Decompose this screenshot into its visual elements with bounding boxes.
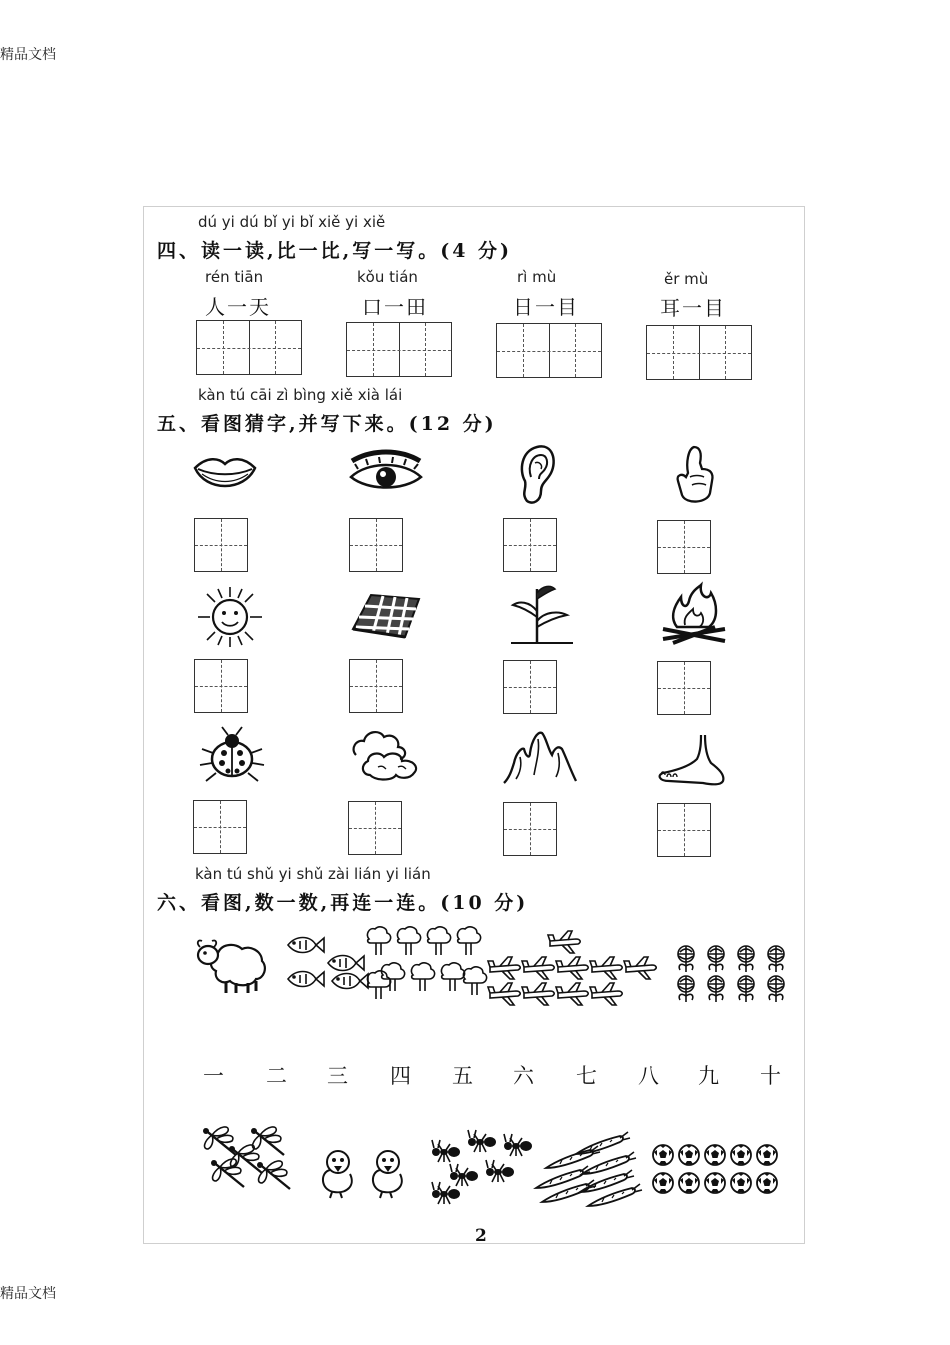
ant-icon xyxy=(468,1130,496,1152)
writing-box-pair-1[interactable] xyxy=(196,320,302,375)
ball-icon xyxy=(679,1145,699,1165)
bug-icon xyxy=(196,723,266,785)
tree-icon xyxy=(441,963,464,991)
fish-icon xyxy=(288,972,324,987)
flower-icon xyxy=(678,946,694,972)
ball-icon xyxy=(731,1173,751,1193)
hand-icon xyxy=(672,443,718,507)
writing-box-field[interactable] xyxy=(349,659,403,713)
bird-group[interactable] xyxy=(316,1148,408,1200)
airplane-group[interactable] xyxy=(488,929,668,1005)
ball-icon xyxy=(705,1173,725,1193)
pair-chars-2: 口一田 xyxy=(362,295,428,319)
foot-icon xyxy=(653,731,733,787)
ball-icon xyxy=(757,1173,777,1193)
numeral-10[interactable]: 十 xyxy=(760,1064,781,1088)
writing-box-ear[interactable] xyxy=(503,518,557,572)
section6-heading: 六、看图,数一数,再连一连。(10 分) xyxy=(157,892,529,914)
writing-box-sun[interactable] xyxy=(194,659,248,713)
airplane-icon xyxy=(556,957,588,979)
flower-icon xyxy=(708,946,724,972)
numeral-8[interactable]: 八 xyxy=(638,1064,659,1088)
eye-icon xyxy=(348,447,424,497)
fish-icon xyxy=(332,974,368,989)
flower-icon xyxy=(738,946,754,972)
pair-chars-1: 人一天 xyxy=(205,295,271,319)
watermark-bottom: 精品文档 xyxy=(0,1286,56,1302)
tree-icon xyxy=(367,971,390,999)
flower-icon xyxy=(738,976,754,1002)
section4-heading: 四、读一读,比一比,写一写。(4 分) xyxy=(157,240,513,262)
bird-icon xyxy=(323,1151,352,1198)
writing-box-eye[interactable] xyxy=(349,518,403,572)
airplane-icon xyxy=(488,983,520,1005)
writing-box-pair-2[interactable] xyxy=(346,322,452,377)
sun-icon xyxy=(196,585,264,649)
flower-icon xyxy=(768,946,784,972)
writing-box-hand[interactable] xyxy=(657,520,711,574)
field-icon xyxy=(349,585,421,643)
fish-icon xyxy=(288,938,324,953)
numeral-2[interactable]: 二 xyxy=(266,1064,287,1088)
ball-icon xyxy=(731,1145,751,1165)
page-number: 2 xyxy=(475,1226,487,1246)
ant-icon xyxy=(504,1134,532,1156)
airplane-icon xyxy=(488,957,520,979)
section5-pinyin: kàn tú cāi zì bìng xiě xià lái xyxy=(198,386,403,404)
ant-group[interactable] xyxy=(430,1128,534,1202)
numeral-5[interactable]: 五 xyxy=(452,1064,473,1088)
airplane-icon xyxy=(522,957,554,979)
writing-box-foot[interactable] xyxy=(657,803,711,857)
writing-box-grain[interactable] xyxy=(503,660,557,714)
writing-box-pair-4[interactable] xyxy=(646,325,752,380)
watermark-top: 精品文档 xyxy=(0,47,56,63)
sheep-icon xyxy=(198,940,265,993)
flower-icon xyxy=(678,976,694,1002)
mouth-icon xyxy=(192,452,258,498)
flower-icon xyxy=(768,976,784,1002)
numeral-4[interactable]: 四 xyxy=(390,1064,411,1088)
tree-icon xyxy=(397,927,420,955)
dragonfly-icon xyxy=(211,1159,244,1187)
numeral-3[interactable]: 三 xyxy=(327,1064,348,1088)
fire-icon xyxy=(659,583,729,647)
numeral-9[interactable]: 九 xyxy=(698,1064,719,1088)
airplane-icon xyxy=(624,957,656,979)
pair-chars-3: 日一目 xyxy=(513,295,579,319)
dragonfly-icon xyxy=(257,1161,290,1189)
section5-heading: 五、看图猜字,并写下来。(12 分) xyxy=(157,413,497,435)
ball-icon xyxy=(679,1173,699,1193)
airplane-icon xyxy=(548,931,580,953)
flower-icon xyxy=(708,976,724,1002)
writing-box-fire[interactable] xyxy=(657,661,711,715)
grain-icon xyxy=(507,581,575,647)
tree-icon xyxy=(367,927,390,955)
writing-box-cloud[interactable] xyxy=(348,801,402,855)
fish-icon xyxy=(328,956,364,971)
cloud-icon xyxy=(348,725,424,783)
writing-box-bug[interactable] xyxy=(193,800,247,854)
flower-group[interactable] xyxy=(674,944,794,1008)
mountain-icon xyxy=(500,729,580,785)
pair-pinyin-2: kǒu tián xyxy=(357,268,418,286)
fish-group[interactable] xyxy=(286,935,366,995)
carrot-group[interactable] xyxy=(534,1132,644,1202)
airplane-icon xyxy=(590,957,622,979)
tree-group[interactable] xyxy=(365,925,489,1001)
bird-icon xyxy=(373,1151,402,1198)
pair-pinyin-1: rén tiān xyxy=(205,268,264,286)
ball-icon xyxy=(653,1145,673,1165)
tree-icon xyxy=(457,927,480,955)
numeral-1[interactable]: 一 xyxy=(203,1064,224,1088)
ant-icon xyxy=(432,1140,460,1162)
ear-icon xyxy=(517,443,559,507)
airplane-icon xyxy=(556,983,588,1005)
section6-pinyin: kàn tú shǔ yi shǔ zài lián yi lián xyxy=(195,865,431,883)
airplane-icon xyxy=(522,983,554,1005)
dragonfly-group[interactable] xyxy=(200,1125,296,1199)
ball-icon xyxy=(653,1173,673,1193)
sheep-group[interactable] xyxy=(192,933,270,997)
tree-icon xyxy=(411,963,434,991)
carrot-icon xyxy=(546,1146,600,1168)
tree-icon xyxy=(463,967,486,995)
writing-box-pair-3[interactable] xyxy=(496,323,602,378)
tree-icon xyxy=(427,927,450,955)
section4-pinyin: dú yi dú bǐ yi bǐ xiě yi xiě xyxy=(198,213,386,231)
airplane-icon xyxy=(590,983,622,1005)
pair-pinyin-3: rì mù xyxy=(517,268,557,286)
ball-icon xyxy=(705,1145,725,1165)
ant-icon xyxy=(486,1160,514,1182)
writing-box-mountain[interactable] xyxy=(503,802,557,856)
writing-box-mouth[interactable] xyxy=(194,518,248,572)
pair-chars-4: 耳一目 xyxy=(660,296,726,320)
ant-icon xyxy=(450,1164,478,1186)
ball-icon xyxy=(757,1145,777,1165)
ball-group[interactable] xyxy=(652,1144,784,1202)
numeral-6[interactable]: 六 xyxy=(513,1064,534,1088)
pair-pinyin-4: ěr mù xyxy=(664,270,709,288)
dragonfly-icon xyxy=(251,1127,284,1155)
numeral-7[interactable]: 七 xyxy=(576,1064,597,1088)
